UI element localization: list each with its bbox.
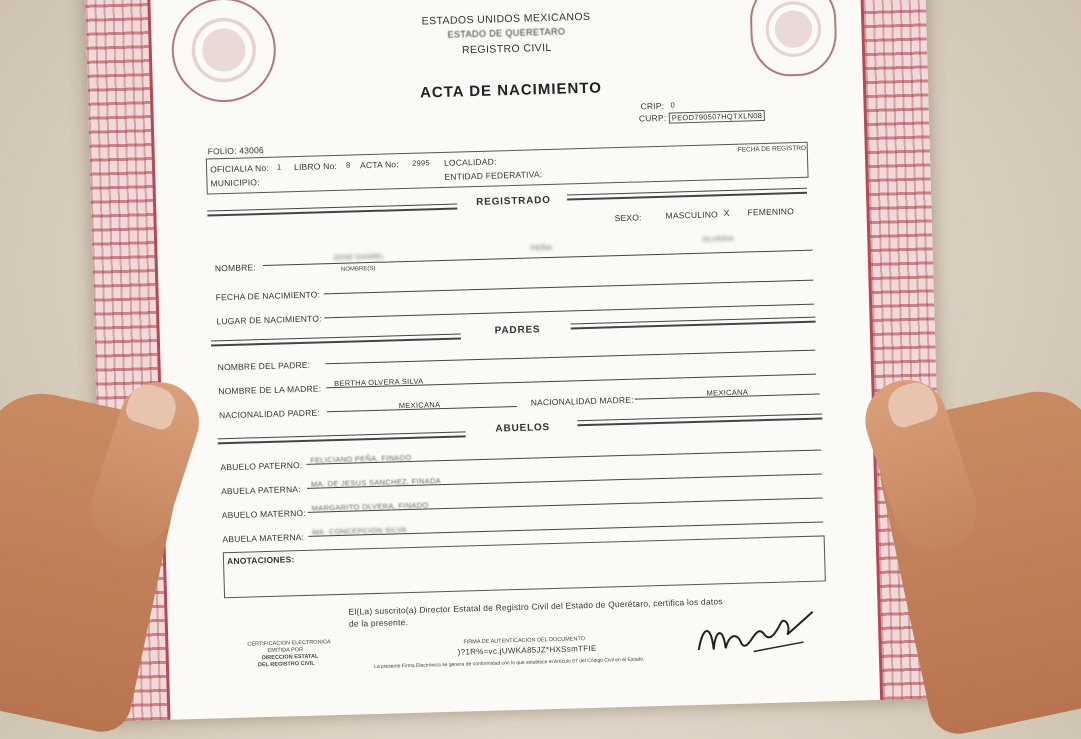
abuela-materna-label: ABUELA MATERNA: [222,531,305,545]
abuelo-paterno-value: FELICIANO PEÑA, FINADO [310,452,412,465]
masculino-mark: X [723,207,730,219]
firma-code: )?1R%=vc.jUWKA85JZ*HXSsmTFIE [457,643,597,657]
abuela-paterna-label: ABUELA PATERNA: [220,484,301,497]
fecha-nacimiento-label: FECHA DE NACIMIENTO: [215,289,321,303]
cert-electronica-3: DIRECCION ESTATAL [261,653,319,662]
header-country: ESTADOS UNIDOS MEXICANOS [421,10,591,28]
curp-value: PEOD790507HQTXLN08 [669,110,766,124]
header-registry: REGISTRO CIVIL [461,41,552,57]
certifica-line-1: El(La) suscrito(a) Director Estatal de Registro Civil del Estado de Querétaro, certifica los datos [348,596,723,617]
divider-registrado-right [567,188,807,201]
header-state: ESTADO DE QUERETARO [447,26,566,40]
padre-label: NOMBRE DEL PADRE: [217,359,311,373]
abuela-materna-value: MA. CONCEPCION SILVA [312,525,407,537]
madre-label: NOMBRE DE LA MADRE: [218,383,322,397]
paterno-value: PEÑA [530,242,553,253]
fecha-nacimiento-line [324,280,814,295]
nombre-sub-label: NOMBRE(S) [340,265,376,273]
nacionalidad-padre-value: MEXICANA [398,400,441,411]
divider-abuelos-right [577,413,822,426]
nacionalidad-madre-label: NACIONALIDAD MADRE: [530,394,634,408]
materno-value: OLVERA [702,233,735,244]
abuelo-materno-value: MARGARITO OLVERA, FINADO [311,500,429,513]
madre-value: BERTHA OLVERA SILVA [334,376,424,389]
sexo-label: SEXO: [614,212,642,224]
libro-label: LIBRO No: [293,160,338,173]
firma-footnote: La presente Firma Electrónica se genera de conformidad con lo que establece el Artículo 57 del Código Civil en el Estado. [373,656,645,671]
acta-value: 2995 [411,158,431,168]
crip-label: CRIP: [640,100,665,112]
nombre-value: JOSE DANIEL [332,251,385,263]
padre-line [326,350,816,365]
femenino-label: FEMENINO [747,206,795,218]
nacionalidad-madre-value: MEXICANA [706,387,749,398]
divider-abuelos-left [218,431,466,444]
crip-value: 0 [670,100,676,110]
acta-label: ACTA No: [359,159,399,171]
document-title: ACTA DE NACIMIENTO [419,79,603,102]
fecha-registro-label: FECHA DE REGISTRO [737,144,807,154]
libro-value: 8 [345,160,351,170]
firma-label: FIRMA DE AUTENTICACIÓN DEL DOCUMENTO [463,636,586,646]
cert-electronica-1: CERTIFICACION ELECTRONICA [247,639,331,648]
signature-icon [692,601,834,665]
nacionalidad-padre-label: NACIONALIDAD PADRE: [218,407,321,421]
nombre-label: NOMBRE: [214,262,257,274]
divider-padres-left [211,334,461,347]
folio: FOLIO: 43006 [207,144,265,157]
certifica-line-2: de la presente. [348,617,409,629]
masculino-label: MASCULINO [665,209,719,221]
divider-padres-right [571,317,816,330]
abuela-paterna-value: MA. DE JESUS SANCHEZ, FINADA [310,476,442,489]
section-padres: PADRES [494,324,541,337]
localidad-label: LOCALIDAD: [443,156,497,168]
anotaciones-label: ANOTACIONES: [226,554,295,567]
certificate-body [155,0,875,720]
divider-registrado-left [207,204,457,217]
oficialia-value: 1 [276,162,282,172]
abuelo-materno-label: ABUELO MATERNO: [221,507,306,521]
anotaciones-box [223,535,826,598]
lugar-nacimiento-label: LUGAR DE NACIMIENTO: [216,313,322,327]
birth-certificate [85,0,945,722]
oficialia-label: OFICIALIA No: [209,162,270,175]
lugar-nacimiento-line [324,304,814,319]
cert-electronica-4: DEL REGISTRO CIVIL [257,660,315,669]
cert-electronica-2: EMITIDA POR [267,647,304,655]
section-abuelos: ABUELOS [495,422,551,435]
section-registrado: REGISTRADO [475,194,551,209]
abuelo-paterno-label: ABUELO PATERNO: [220,459,303,473]
municipio-label: MUNICIPIO: [210,177,260,189]
curp-label: CURP: [638,112,667,124]
entidad-label: ENTIDAD FEDERATIVA: [444,169,543,182]
